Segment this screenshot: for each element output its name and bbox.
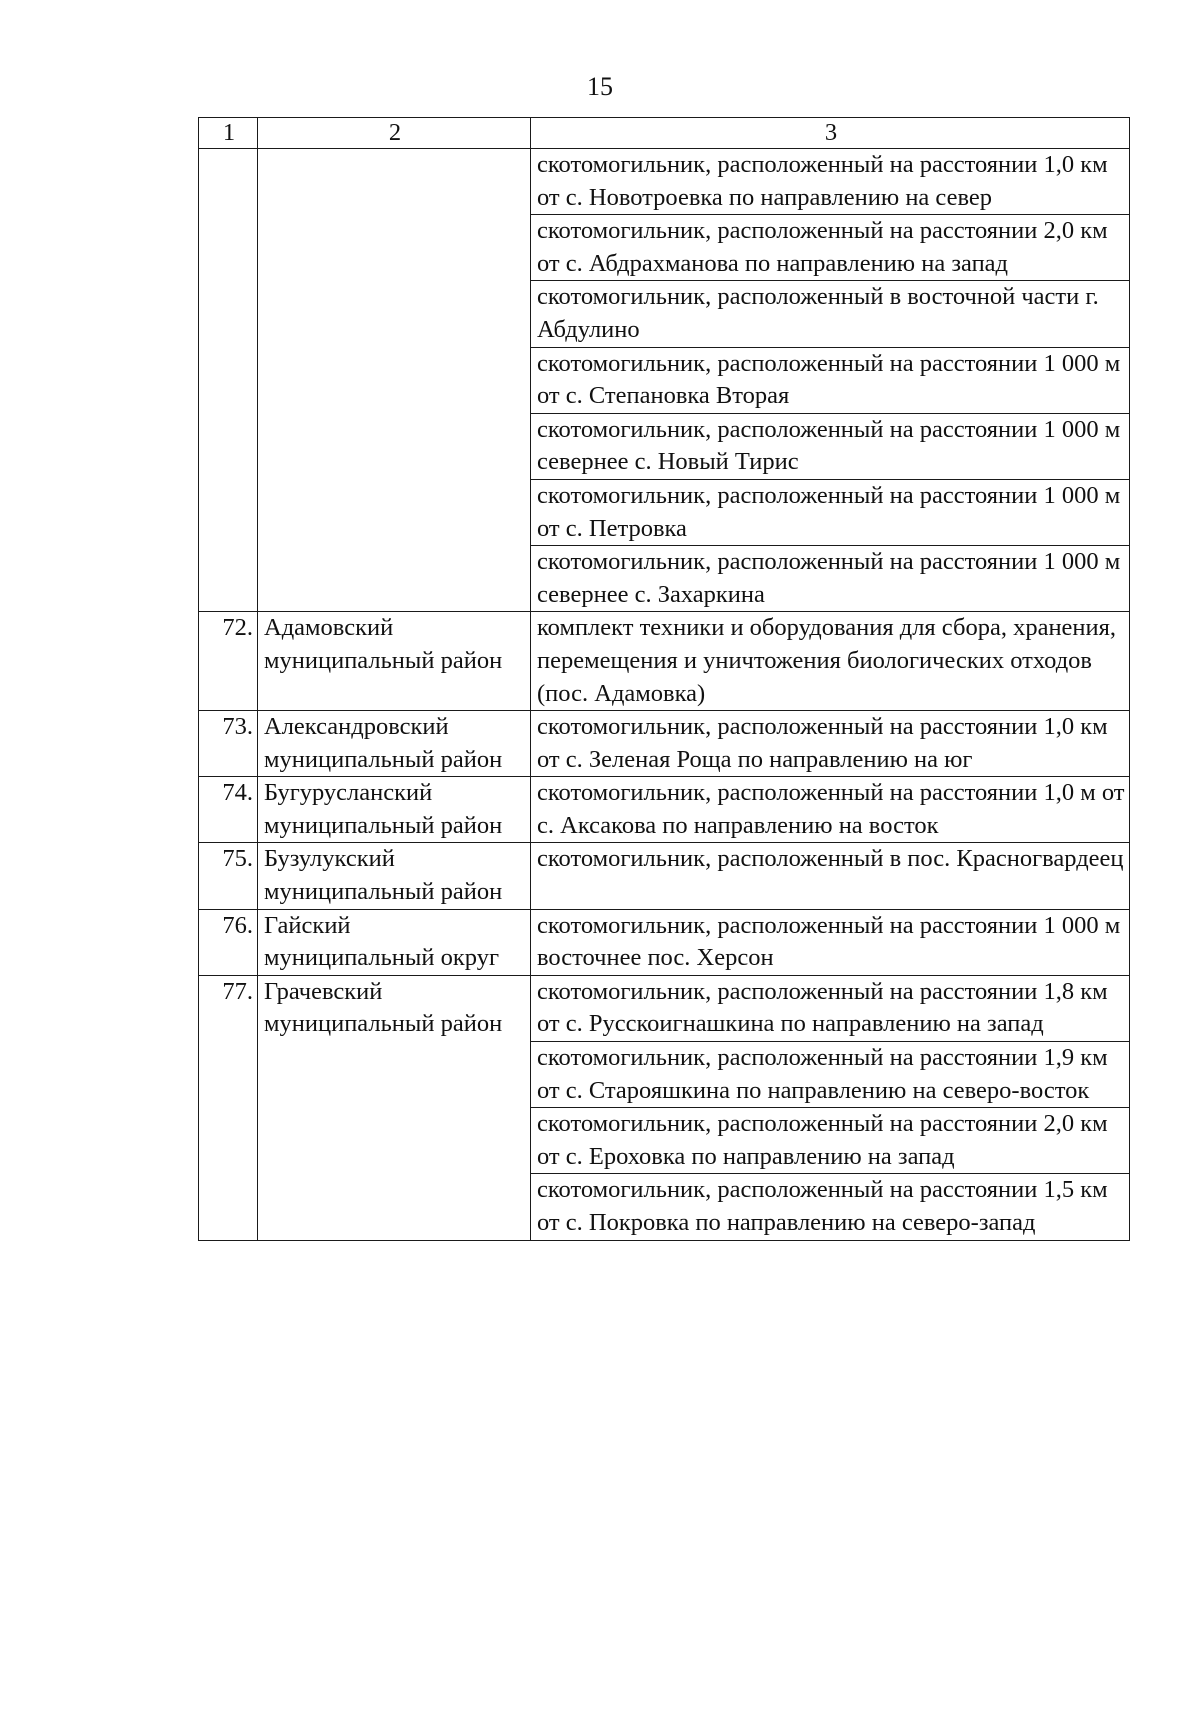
table-row: [199, 975, 1130, 1041]
district-name: Адамовский муниципальный район: [258, 612, 531, 711]
column-header-1: 1: [199, 118, 258, 149]
table-row: [199, 909, 1130, 975]
facility-description: комплект техники и оборудования для сбора, хранения, перемещения и уничтожения биологических отходов (пос. Адамовка): [531, 612, 1130, 711]
row-number: [199, 149, 258, 612]
facility-description: скотомогильник, расположенный на расстоянии 1,0 м от с. Аксакова по направлению на восток: [531, 777, 1130, 843]
facilities-table: [198, 117, 1130, 1241]
table-row: [199, 612, 1130, 711]
district-name: Гайский муниципальный округ: [258, 909, 531, 975]
table-row: [199, 843, 1130, 909]
row-number: 73.: [199, 711, 258, 777]
facility-description: скотомогильник, расположенный на расстоянии 1,0 км от с. Зеленая Роща по направлению на юг: [531, 711, 1130, 777]
table-header-row: [199, 118, 1130, 149]
row-number: 76.: [199, 909, 258, 975]
row-number: 77.: [199, 975, 258, 1240]
facility-description: скотомогильник, расположенный в пос. Красногвардеец: [531, 843, 1130, 909]
column-header-2: 2: [258, 118, 531, 149]
district-name: Грачевский муниципальный район: [258, 975, 531, 1240]
district-name: Бузулукский муниципальный район: [258, 843, 531, 909]
facility-description: скотомогильник, расположенный на расстоянии 1 000 м севернее с. Захаркина: [531, 546, 1130, 612]
facility-description: скотомогильник, расположенный в восточной части г. Абдулино: [531, 281, 1130, 347]
district-name: Александровский муниципальный район: [258, 711, 531, 777]
row-number: 75.: [199, 843, 258, 909]
table-row: [199, 777, 1130, 843]
table-row: [199, 149, 1130, 215]
district-name: [258, 149, 531, 612]
column-header-3: 3: [531, 118, 1130, 149]
row-number: 72.: [199, 612, 258, 711]
facility-description: скотомогильник, расположенный на расстоянии 1,0 км от с. Новотроевка по направлению на север: [531, 149, 1130, 215]
facility-description: скотомогильник, расположенный на расстоянии 1,8 км от с. Русскоигнашкина по направлению на запад: [531, 975, 1130, 1041]
facility-description: скотомогильник, расположенный на расстоянии 1 000 м севернее с. Новый Тирис: [531, 413, 1130, 479]
page-number: 15: [587, 72, 613, 101]
district-name: Бугурусланский муниципальный район: [258, 777, 531, 843]
facility-description: скотомогильник, расположенный на расстоянии 2,0 км от с. Ероховка по направлению на запад: [531, 1108, 1130, 1174]
facility-description: скотомогильник, расположенный на расстоянии 1,5 км от с. Покровка по направлению на северо-запад: [531, 1174, 1130, 1240]
facility-description: скотомогильник, расположенный на расстоянии 1 000 м восточнее пос. Херсон: [531, 909, 1130, 975]
facility-description: скотомогильник, расположенный на расстоянии 1 000 м от с. Степановка Вторая: [531, 347, 1130, 413]
facility-description: скотомогильник, расположенный на расстоянии 1,9 км от с. Старояшкина по направлению на северо-восток: [531, 1042, 1130, 1108]
facility-description: скотомогильник, расположенный на расстоянии 2,0 км от с. Абдрахманова по направлению на запад: [531, 215, 1130, 281]
table-row: [199, 711, 1130, 777]
row-number: 74.: [199, 777, 258, 843]
facility-description: скотомогильник, расположенный на расстоянии 1 000 м от с. Петровка: [531, 479, 1130, 545]
